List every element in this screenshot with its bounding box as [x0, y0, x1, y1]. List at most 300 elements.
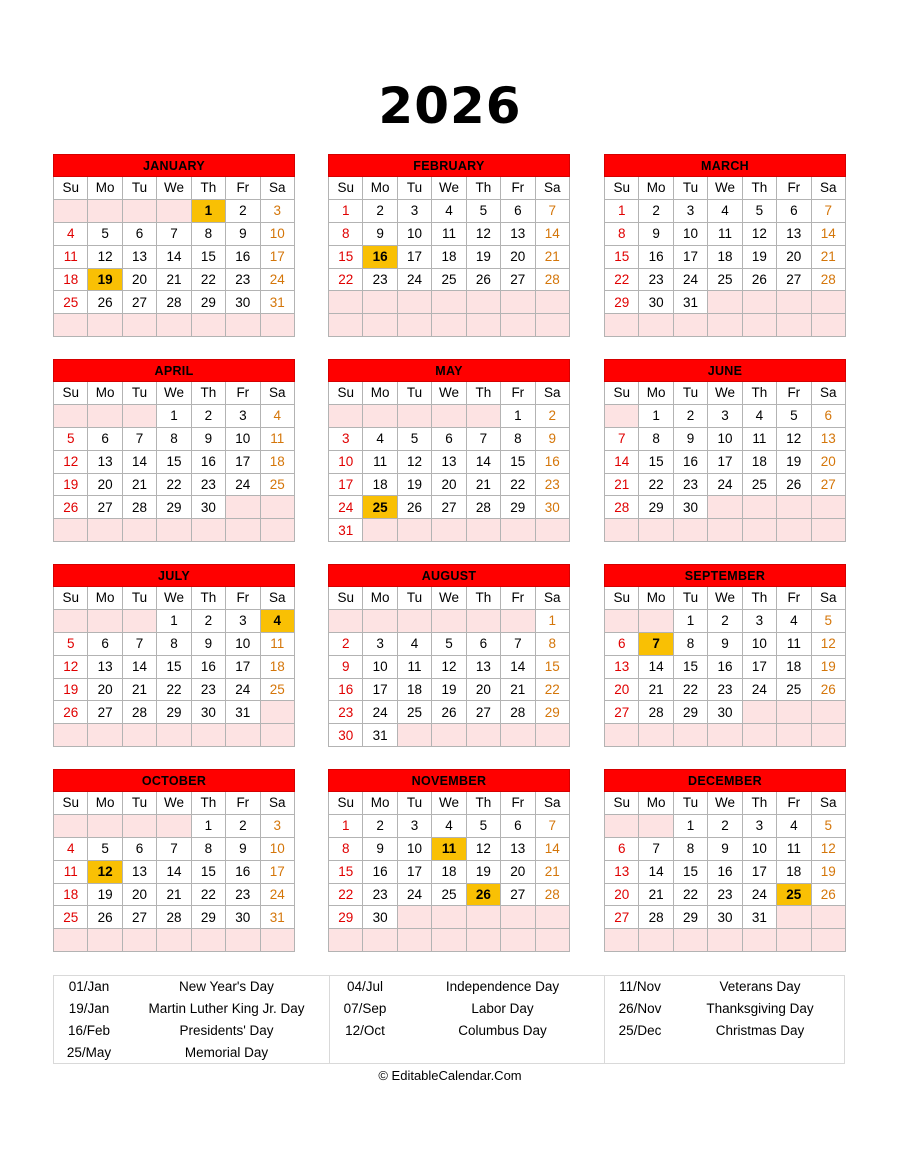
holiday-column: [54, 976, 329, 1064]
month-november: [328, 769, 570, 952]
day-cell: 22: [191, 883, 225, 906]
day-cell: 31: [673, 291, 707, 314]
day-cell: 18: [432, 245, 466, 268]
month-august: [328, 564, 570, 747]
day-cell: 29: [673, 906, 707, 929]
holiday-item: [330, 1020, 605, 1042]
day-cell: 4: [260, 404, 294, 427]
day-cell: 17: [226, 655, 260, 678]
weekday-header: Mo: [363, 792, 397, 815]
day-cell: 19: [811, 655, 845, 678]
day-cell: 19: [88, 883, 122, 906]
day-cell: 25: [260, 473, 294, 496]
empty-day-cell: [742, 929, 776, 952]
empty-day-cell: [742, 291, 776, 314]
day-cell: 11: [363, 450, 397, 473]
day-cell: 29: [157, 701, 191, 724]
day-cell: 15: [157, 655, 191, 678]
day-cell: 12: [811, 632, 845, 655]
day-cell: 1: [673, 609, 707, 632]
day-cell: 8: [329, 837, 363, 860]
empty-day-cell: [466, 314, 500, 337]
day-cell: 7: [639, 837, 673, 860]
day-cell: 31: [226, 701, 260, 724]
weekday-header: Su: [54, 382, 88, 405]
day-cell: 27: [88, 496, 122, 519]
empty-day-cell: [535, 291, 569, 314]
month-name: JULY: [54, 565, 295, 587]
day-cell: 3: [397, 199, 431, 222]
day-cell: 12: [397, 450, 431, 473]
empty-day-cell: [605, 519, 639, 542]
day-cell: 1: [639, 404, 673, 427]
day-cell: 4: [777, 609, 811, 632]
empty-day-cell: [432, 929, 466, 952]
day-cell: 8: [329, 222, 363, 245]
weekday-header: Su: [605, 792, 639, 815]
empty-day-cell: [226, 929, 260, 952]
empty-day-cell: [260, 929, 294, 952]
day-cell: 9: [226, 837, 260, 860]
weekday-header: Th: [191, 177, 225, 200]
empty-day-cell: [639, 724, 673, 747]
weekday-header: Su: [605, 587, 639, 610]
empty-day-cell: [157, 199, 191, 222]
day-cell: 10: [708, 427, 742, 450]
day-cell: 1: [191, 199, 225, 222]
day-cell: 20: [811, 450, 845, 473]
day-cell: 10: [226, 632, 260, 655]
day-cell: 10: [742, 837, 776, 860]
empty-day-cell: [157, 724, 191, 747]
empty-day-cell: [708, 291, 742, 314]
day-cell: 11: [432, 837, 466, 860]
day-cell: 23: [535, 473, 569, 496]
empty-day-cell: [397, 519, 431, 542]
day-cell: 23: [226, 883, 260, 906]
day-cell: 3: [260, 199, 294, 222]
day-cell: 8: [639, 427, 673, 450]
empty-day-cell: [811, 724, 845, 747]
day-cell: 8: [191, 222, 225, 245]
empty-day-cell: [742, 724, 776, 747]
weekday-header: Th: [191, 792, 225, 815]
empty-day-cell: [535, 906, 569, 929]
day-cell: 9: [191, 632, 225, 655]
weekday-header: Tu: [673, 792, 707, 815]
day-cell: 7: [811, 199, 845, 222]
day-cell: 30: [226, 906, 260, 929]
day-cell: 25: [363, 496, 397, 519]
weekday-header: Tu: [122, 177, 156, 200]
month-september: [604, 564, 846, 747]
day-cell: 6: [88, 427, 122, 450]
day-cell: 6: [122, 837, 156, 860]
weekday-header: We: [157, 792, 191, 815]
weekday-header: Su: [329, 177, 363, 200]
day-cell: 3: [226, 404, 260, 427]
day-cell: 22: [535, 678, 569, 701]
day-cell: 30: [708, 906, 742, 929]
day-cell: 6: [432, 427, 466, 450]
month-name: MAY: [329, 360, 570, 382]
day-cell: 19: [777, 450, 811, 473]
day-cell: 14: [811, 222, 845, 245]
empty-day-cell: [432, 291, 466, 314]
empty-day-cell: [432, 609, 466, 632]
weekday-header: Sa: [260, 587, 294, 610]
day-cell: 9: [329, 655, 363, 678]
day-cell: 26: [466, 883, 500, 906]
empty-day-cell: [122, 814, 156, 837]
empty-day-cell: [260, 701, 294, 724]
day-cell: 5: [466, 199, 500, 222]
month-name: JUNE: [605, 360, 846, 382]
day-cell: 27: [501, 268, 535, 291]
day-cell: 12: [742, 222, 776, 245]
day-cell: 19: [466, 245, 500, 268]
day-cell: 16: [639, 245, 673, 268]
day-cell: 19: [811, 860, 845, 883]
day-cell: 8: [673, 632, 707, 655]
day-cell: 15: [639, 450, 673, 473]
day-cell: 13: [88, 655, 122, 678]
day-cell: 5: [397, 427, 431, 450]
day-cell: 12: [432, 655, 466, 678]
weekday-header: Fr: [226, 177, 260, 200]
empty-day-cell: [639, 609, 673, 632]
empty-day-cell: [501, 291, 535, 314]
day-cell: 31: [260, 906, 294, 929]
day-cell: 4: [432, 199, 466, 222]
holiday-name: Thanksgiving Day: [706, 1001, 814, 1016]
day-cell: 20: [501, 245, 535, 268]
empty-day-cell: [54, 814, 88, 837]
day-cell: 27: [122, 291, 156, 314]
month-march: [604, 154, 846, 337]
day-cell: 28: [535, 268, 569, 291]
day-cell: 11: [708, 222, 742, 245]
day-cell: 23: [708, 678, 742, 701]
day-cell: 10: [397, 837, 431, 860]
day-cell: 1: [535, 609, 569, 632]
empty-day-cell: [466, 404, 500, 427]
day-cell: 14: [157, 245, 191, 268]
weekday-header: Tu: [397, 792, 431, 815]
day-cell: 18: [397, 678, 431, 701]
empty-day-cell: [466, 929, 500, 952]
day-cell: 29: [329, 906, 363, 929]
weekday-header: Th: [191, 587, 225, 610]
day-cell: 30: [363, 906, 397, 929]
day-cell: 3: [397, 814, 431, 837]
empty-day-cell: [639, 519, 673, 542]
month-name: AUGUST: [329, 565, 570, 587]
empty-day-cell: [639, 929, 673, 952]
day-cell: 15: [673, 655, 707, 678]
day-cell: 7: [535, 814, 569, 837]
day-cell: 20: [605, 678, 639, 701]
day-cell: 2: [226, 814, 260, 837]
day-cell: 9: [708, 837, 742, 860]
day-cell: 30: [329, 724, 363, 747]
empty-day-cell: [122, 724, 156, 747]
day-cell: 7: [157, 222, 191, 245]
day-cell: 13: [605, 655, 639, 678]
day-cell: 27: [777, 268, 811, 291]
weekday-header: Su: [329, 587, 363, 610]
empty-day-cell: [811, 496, 845, 519]
weekday-header: Fr: [226, 382, 260, 405]
weekday-header: Sa: [811, 587, 845, 610]
empty-day-cell: [157, 519, 191, 542]
footer-credit: © EditableCalendar.Com: [378, 1068, 522, 1083]
day-cell: 25: [54, 906, 88, 929]
day-cell: 4: [397, 632, 431, 655]
day-cell: 31: [363, 724, 397, 747]
empty-day-cell: [54, 314, 88, 337]
day-cell: 27: [122, 906, 156, 929]
day-cell: 2: [673, 404, 707, 427]
day-cell: 18: [260, 655, 294, 678]
day-cell: 9: [363, 222, 397, 245]
day-cell: 1: [501, 404, 535, 427]
weekday-header: Fr: [501, 382, 535, 405]
empty-day-cell: [811, 519, 845, 542]
day-cell: 6: [811, 404, 845, 427]
empty-day-cell: [397, 314, 431, 337]
empty-day-cell: [777, 314, 811, 337]
day-cell: 8: [535, 632, 569, 655]
empty-day-cell: [226, 519, 260, 542]
day-cell: 8: [157, 427, 191, 450]
day-cell: 18: [708, 245, 742, 268]
day-cell: 21: [639, 883, 673, 906]
day-cell: 18: [432, 860, 466, 883]
empty-day-cell: [605, 724, 639, 747]
weekday-header: Th: [466, 587, 500, 610]
day-cell: 3: [260, 814, 294, 837]
month-february: [328, 154, 570, 337]
day-cell: 6: [501, 199, 535, 222]
day-cell: 8: [673, 837, 707, 860]
month-december: [604, 769, 846, 952]
day-cell: 17: [226, 450, 260, 473]
empty-day-cell: [777, 724, 811, 747]
day-cell: 15: [329, 860, 363, 883]
day-cell: 21: [639, 678, 673, 701]
empty-day-cell: [742, 701, 776, 724]
holiday-list: [53, 975, 845, 1064]
day-cell: 21: [122, 678, 156, 701]
weekday-header: Tu: [673, 177, 707, 200]
day-cell: 5: [54, 427, 88, 450]
weekday-header: Sa: [811, 177, 845, 200]
day-cell: 23: [191, 678, 225, 701]
day-cell: 29: [639, 496, 673, 519]
weekday-header: Th: [191, 382, 225, 405]
empty-day-cell: [191, 314, 225, 337]
weekday-header: Tu: [673, 587, 707, 610]
day-cell: 30: [708, 701, 742, 724]
day-cell: 17: [329, 473, 363, 496]
day-cell: 16: [191, 655, 225, 678]
day-cell: 1: [329, 814, 363, 837]
day-cell: 13: [466, 655, 500, 678]
day-cell: 10: [397, 222, 431, 245]
holiday-item: [330, 998, 605, 1020]
day-cell: 5: [88, 222, 122, 245]
holiday-column: [604, 976, 845, 1064]
holiday-date: 25/May: [66, 1045, 112, 1060]
day-cell: 26: [54, 701, 88, 724]
weekday-header: Fr: [501, 587, 535, 610]
day-cell: 19: [432, 678, 466, 701]
day-cell: 11: [54, 860, 88, 883]
weekday-header: We: [432, 382, 466, 405]
empty-day-cell: [466, 519, 500, 542]
day-cell: 2: [191, 404, 225, 427]
day-cell: 29: [191, 906, 225, 929]
month-may: [328, 359, 570, 542]
day-cell: 18: [54, 268, 88, 291]
day-cell: 7: [605, 427, 639, 450]
empty-day-cell: [157, 814, 191, 837]
weekday-header: We: [708, 587, 742, 610]
day-cell: 22: [673, 883, 707, 906]
day-cell: 6: [501, 814, 535, 837]
day-cell: 28: [811, 268, 845, 291]
empty-day-cell: [432, 404, 466, 427]
day-cell: 8: [157, 632, 191, 655]
empty-day-cell: [466, 906, 500, 929]
weekday-header: Mo: [639, 792, 673, 815]
empty-day-cell: [397, 404, 431, 427]
weekday-header: We: [432, 587, 466, 610]
day-cell: 29: [157, 496, 191, 519]
month-april: [53, 359, 295, 542]
day-cell: 7: [122, 632, 156, 655]
day-cell: 9: [535, 427, 569, 450]
day-cell: 27: [501, 883, 535, 906]
day-cell: 11: [260, 632, 294, 655]
empty-day-cell: [363, 291, 397, 314]
weekday-header: Sa: [811, 792, 845, 815]
day-cell: 6: [122, 222, 156, 245]
weekday-header: Su: [54, 587, 88, 610]
day-cell: 26: [54, 496, 88, 519]
weekday-header: Mo: [88, 382, 122, 405]
day-cell: 3: [673, 199, 707, 222]
day-cell: 22: [501, 473, 535, 496]
day-cell: 5: [811, 609, 845, 632]
day-cell: 18: [363, 473, 397, 496]
weekday-header: Mo: [88, 792, 122, 815]
month-name: JANUARY: [54, 155, 295, 177]
day-cell: 13: [122, 860, 156, 883]
holiday-name: Veterans Day: [719, 979, 801, 994]
day-cell: 21: [535, 245, 569, 268]
weekday-header: Sa: [811, 382, 845, 405]
day-cell: 23: [708, 883, 742, 906]
empty-day-cell: [88, 314, 122, 337]
day-cell: 12: [88, 245, 122, 268]
day-cell: 16: [708, 860, 742, 883]
day-cell: 26: [777, 473, 811, 496]
empty-day-cell: [501, 314, 535, 337]
day-cell: 7: [501, 632, 535, 655]
day-cell: 9: [226, 222, 260, 245]
day-cell: 30: [226, 291, 260, 314]
holiday-item: [54, 976, 329, 998]
empty-day-cell: [777, 496, 811, 519]
day-cell: 4: [54, 222, 88, 245]
day-cell: 15: [191, 860, 225, 883]
weekday-header: Sa: [535, 587, 569, 610]
day-cell: 1: [191, 814, 225, 837]
empty-day-cell: [742, 314, 776, 337]
empty-day-cell: [191, 929, 225, 952]
day-cell: 14: [639, 655, 673, 678]
day-cell: 25: [432, 268, 466, 291]
weekday-header: Fr: [777, 792, 811, 815]
day-cell: 21: [535, 860, 569, 883]
empty-day-cell: [54, 929, 88, 952]
day-cell: 23: [363, 883, 397, 906]
empty-day-cell: [88, 929, 122, 952]
day-cell: 18: [777, 655, 811, 678]
day-cell: 16: [226, 860, 260, 883]
day-cell: 26: [432, 701, 466, 724]
day-cell: 12: [54, 450, 88, 473]
day-cell: 17: [397, 245, 431, 268]
day-cell: 4: [777, 814, 811, 837]
month-january: [53, 154, 295, 337]
holiday-date: 01/Jan: [68, 979, 110, 994]
day-cell: 12: [466, 222, 500, 245]
empty-day-cell: [329, 929, 363, 952]
day-cell: 8: [501, 427, 535, 450]
day-cell: 17: [673, 245, 707, 268]
day-cell: 16: [191, 450, 225, 473]
weekday-header: Mo: [363, 587, 397, 610]
day-cell: 16: [363, 245, 397, 268]
empty-day-cell: [777, 701, 811, 724]
day-cell: 29: [191, 291, 225, 314]
day-cell: 24: [708, 473, 742, 496]
holiday-name: Christmas Day: [715, 1023, 805, 1038]
holiday-date: 12/Oct: [345, 1023, 385, 1038]
day-cell: 14: [466, 450, 500, 473]
day-cell: 12: [777, 427, 811, 450]
empty-day-cell: [708, 314, 742, 337]
weekday-header: Sa: [260, 792, 294, 815]
weekday-header: Th: [466, 382, 500, 405]
day-cell: 14: [535, 222, 569, 245]
empty-day-cell: [88, 519, 122, 542]
weekday-header: We: [708, 177, 742, 200]
page-title: 2026: [378, 77, 522, 135]
day-cell: 17: [708, 450, 742, 473]
day-cell: 20: [605, 883, 639, 906]
day-cell: 14: [535, 837, 569, 860]
holiday-date: 26/Nov: [618, 1001, 662, 1016]
day-cell: 22: [157, 678, 191, 701]
day-cell: 15: [535, 655, 569, 678]
empty-day-cell: [226, 314, 260, 337]
empty-day-cell: [122, 314, 156, 337]
day-cell: 2: [535, 404, 569, 427]
